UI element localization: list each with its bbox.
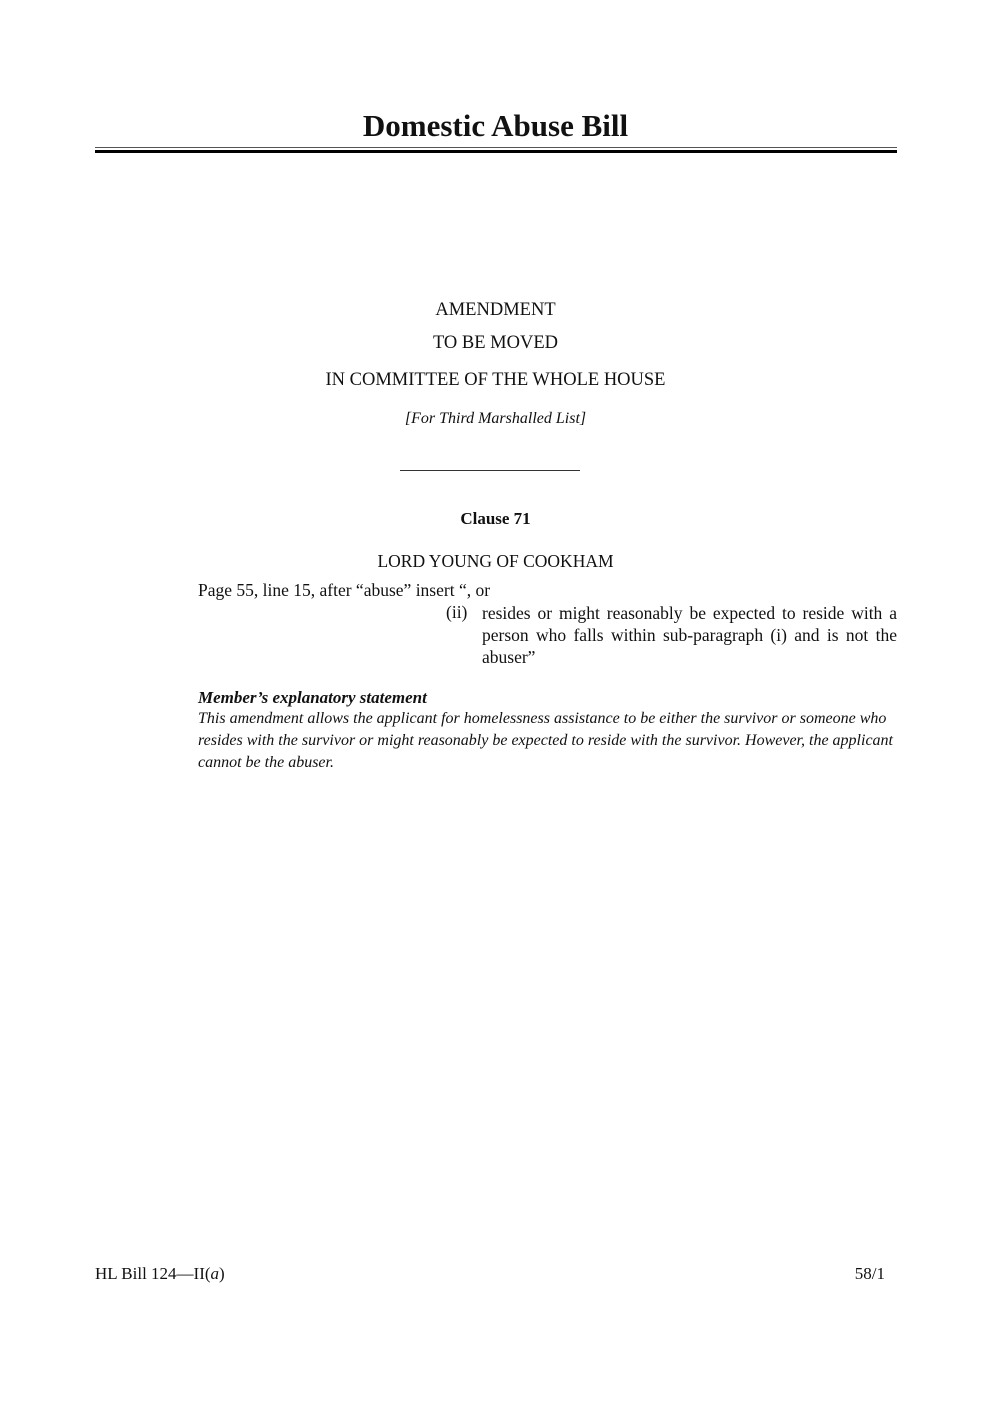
section-divider bbox=[400, 470, 580, 471]
page-reference: 58/1 bbox=[854, 1264, 885, 1283]
amendment-mover: LORD YOUNG OF COOKHAM bbox=[377, 551, 614, 571]
bill-reference-prefix: HL Bill 124—II( bbox=[95, 1264, 211, 1283]
sub-paragraph-text: resides or might reasonably be expected to reside with a person who falls within sub-paragraph (i) and is not the abuser” bbox=[482, 603, 897, 667]
heading-to-be-moved: TO BE MOVED bbox=[432, 333, 559, 353]
explanatory-statement-text: This amendment allows the applicant for homelessness assistance to be either the survivor or someone who resides with the survivor or might reasonably be expected to reside with the survivor. However, the applicant cannot be the abuser. bbox=[198, 710, 893, 771]
bill-reference bbox=[95, 1264, 225, 1284]
clause-heading: Clause 71 bbox=[460, 509, 531, 528]
title-rule-thick bbox=[95, 150, 897, 153]
sub-paragraph-number: (ii) bbox=[446, 602, 468, 622]
bill-reference-suffix: ) bbox=[219, 1264, 225, 1283]
heading-committee: IN COMMITTEE OF THE WHOLE HOUSE bbox=[325, 370, 666, 390]
amendment-instruction: Page 55, line 15, after “abuse” insert “, or bbox=[198, 580, 491, 600]
explanatory-statement-heading: Member’s explanatory statement bbox=[198, 688, 427, 707]
heading-amendment: AMENDMENT bbox=[435, 300, 556, 320]
document-title: Domestic Abuse Bill bbox=[362, 108, 629, 143]
bill-reference-italic: a bbox=[210, 1264, 220, 1283]
title-rule-thin bbox=[95, 147, 897, 148]
marshalled-list-note: [For Third Marshalled List] bbox=[404, 410, 587, 427]
